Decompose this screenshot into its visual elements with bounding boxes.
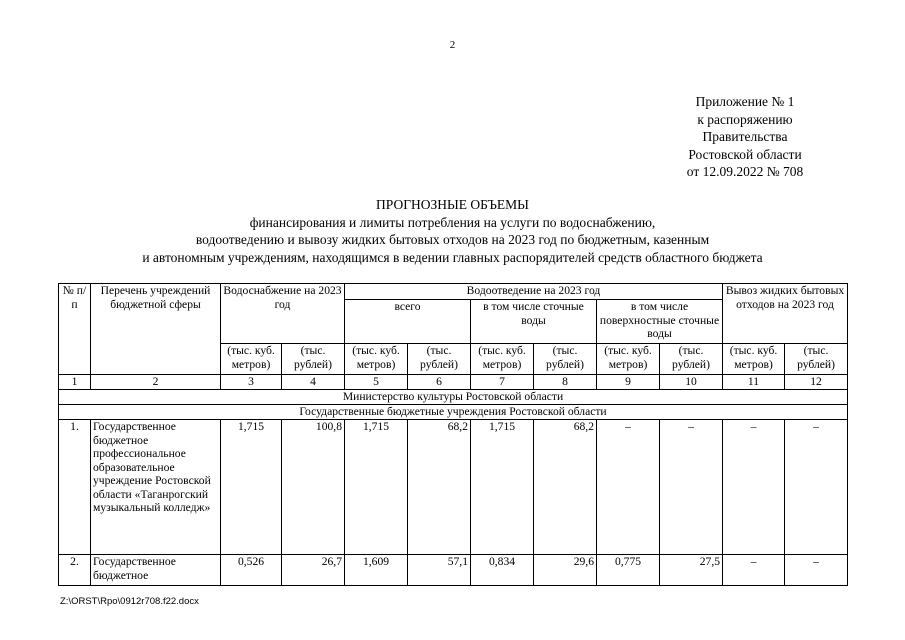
institution-name: Государственное бюджетное профессиональное образовательное учреждение Ростовской области «Таганрогский музыкальный колледж» (91, 420, 221, 555)
table-cell: 1,715 (345, 420, 408, 555)
header-unit-vol: (тыс. куб. метров) (723, 344, 785, 375)
header-unit-rub: (тыс. рублей) (660, 344, 723, 375)
header-wastewater: в том числе сточные воды (471, 300, 597, 344)
table-cell: 0,526 (221, 555, 282, 586)
appendix-line: Ростовской области (688, 146, 802, 162)
table-cell: – (597, 420, 660, 555)
column-number: 3 (221, 375, 282, 390)
column-number: 9 (597, 375, 660, 390)
column-number: 8 (534, 375, 597, 390)
column-number: 2 (91, 375, 221, 390)
table-cell: 100,8 (282, 420, 345, 555)
title-line: водоотведению и вывозу жидких бытовых отходов на 2023 год по бюджетным, казенным (195, 232, 710, 247)
column-number: 10 (660, 375, 723, 390)
appendix-line: Правительства (702, 129, 788, 144)
section-institutions: Государственные бюджетные учреждения Ростовской области (59, 405, 848, 420)
column-number: 11 (723, 375, 785, 390)
table-cell: 1,609 (345, 555, 408, 586)
table-cell: 68,2 (534, 420, 597, 555)
title-main: ПРОГНОЗНЫЕ ОБЪЕМЫ (376, 197, 529, 212)
header-list: Перечень учреждений бюджетной сферы (91, 284, 221, 375)
header-unit-rub: (тыс. рублей) (282, 344, 345, 375)
table-cell: – (723, 555, 785, 586)
institution-name: Государственное бюджетное (91, 555, 221, 586)
header-removal: Вывоз жидких бытовых отходов на 2023 год (723, 284, 848, 344)
table-cell: 0,834 (471, 555, 534, 586)
header-surface: в том числе поверхностные сточные воды (597, 300, 723, 344)
appendix-block (628, 93, 862, 181)
table-cell: 68,2 (408, 420, 471, 555)
title-line: финансирования и лимиты потребления на услуги по водоснабжению, (249, 214, 656, 230)
table-row (59, 420, 848, 555)
column-number: 1 (59, 375, 91, 390)
table-cell: 57,1 (408, 555, 471, 586)
appendix-line: к распоряжению (697, 111, 793, 127)
table-cell: 0,775 (597, 555, 660, 586)
header-unit-rub: (тыс. рублей) (534, 344, 597, 375)
header-unit-rub: (тыс. рублей) (785, 344, 848, 375)
table-cell: 1,715 (221, 420, 282, 555)
table-cell: 1,715 (471, 420, 534, 555)
column-number: 4 (282, 375, 345, 390)
header-unit-vol: (тыс. куб. метров) (471, 344, 534, 375)
table-cell: – (785, 420, 848, 555)
document-title (40, 196, 865, 266)
table-cell: 29,6 (534, 555, 597, 586)
row-number: 1. (59, 420, 91, 555)
table-cell: – (785, 555, 848, 586)
appendix-line: Приложение № 1 (695, 94, 795, 109)
header-total: всего (345, 300, 471, 344)
title-line: и автономным учреждениям, находящимся в ведении главных распорядителей средств областного бюджета (142, 249, 763, 265)
table-cell: – (723, 420, 785, 555)
section-ministry: Министерство культуры Ростовской области (59, 390, 848, 405)
column-number: 5 (345, 375, 408, 390)
file-path-footer: Z:\ORST\Rpo\0912r708.f22.docx (60, 596, 199, 607)
header-unit-vol: (тыс. куб. метров) (345, 344, 408, 375)
table-cell: 26,7 (282, 555, 345, 586)
header-num: № п/п (59, 284, 91, 375)
column-number: 7 (471, 375, 534, 390)
page-number: 2 (449, 39, 456, 51)
table-cell: 27,5 (660, 555, 723, 586)
header-drainage: Водоотведение на 2023 год (345, 284, 723, 300)
header-water-supply: Водоснабжение на 2023 год (221, 284, 345, 344)
table-cell: – (660, 420, 723, 555)
data-table (58, 283, 848, 586)
header-unit-rub: (тыс. рублей) (408, 344, 471, 375)
row-number: 2. (59, 555, 91, 586)
column-number: 12 (785, 375, 848, 390)
header-unit-vol: (тыс. куб. метров) (221, 344, 282, 375)
header-unit-vol: (тыс. куб. метров) (597, 344, 660, 375)
appendix-line: от 12.09.2022 № 708 (686, 164, 804, 179)
column-number: 6 (408, 375, 471, 390)
table-row (59, 555, 848, 586)
